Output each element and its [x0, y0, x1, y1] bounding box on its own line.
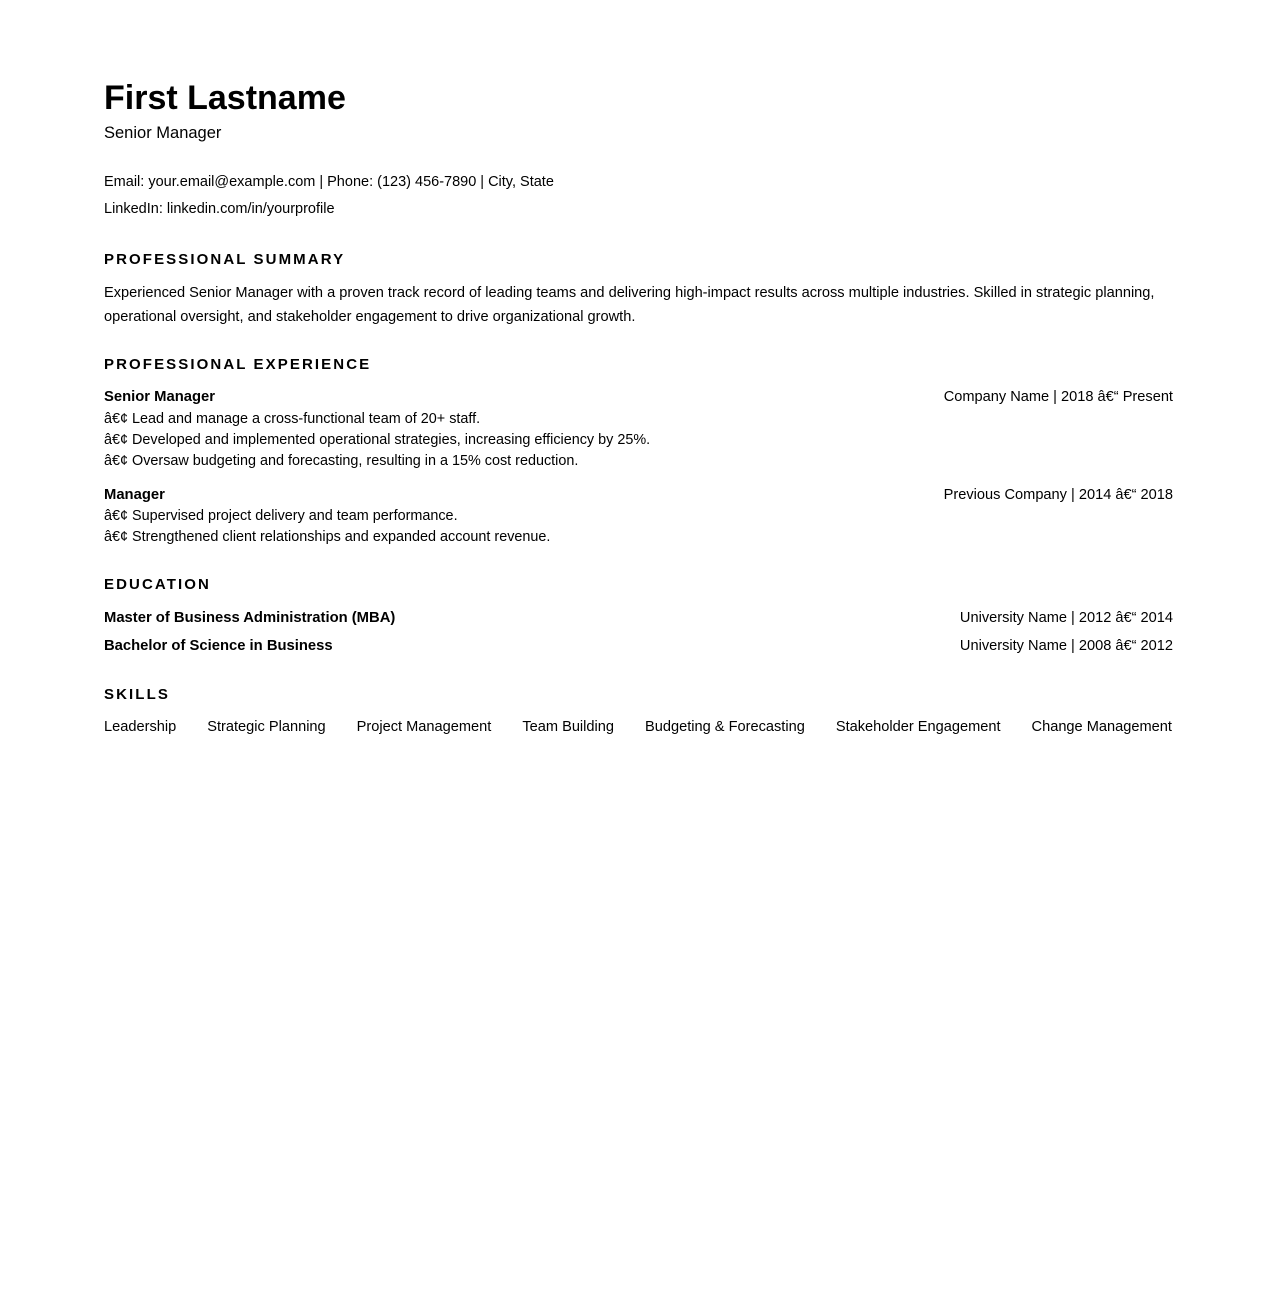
experience-role: Manager — [104, 486, 165, 503]
skill-item: Stakeholder Engagement — [835, 718, 1001, 735]
experience-company-dates: Previous Company | 2014 â€“ 2018 — [943, 486, 1173, 503]
experience-entry-header — [104, 485, 1173, 506]
experience-entry — [104, 485, 1173, 549]
experience-role: Senior Manager — [104, 389, 216, 406]
contact-location: City, State — [488, 173, 554, 190]
contact-separator: | — [480, 173, 485, 190]
skill-item: Strategic Planning — [207, 718, 326, 735]
education-entry — [104, 607, 1173, 630]
contact-linkedin: LinkedIn: linkedin.com/in/yourprofile — [104, 201, 335, 218]
summary-paragraph: Experienced Senior Manager with a proven track record of leading teams and delivering high-impact results across multiple industries. Skilled in strategic planning, operational oversight, and stakeholder engagement to drive organizational growth. — [104, 285, 1155, 325]
education-list — [104, 607, 1173, 659]
experience-entry — [104, 387, 1173, 472]
section-professional-summary — [104, 251, 1173, 329]
candidate-name: First Lastname — [104, 79, 346, 117]
experience-bullet: â€¢ Developed and implemented operational strategies, increasing efficiency by 25%. — [104, 432, 651, 449]
skill-item: Leadership — [104, 718, 177, 735]
education-entry — [104, 635, 1173, 658]
section-heading-experience: PROFESSIONAL EXPERIENCE — [104, 356, 372, 374]
experience-bullet: â€¢ Oversaw budgeting and forecasting, resulting in a 15% cost reduction. — [104, 453, 579, 470]
contact-email: Email: your.email@example.com — [104, 173, 316, 190]
experience-company-dates: Company Name | 2018 â€“ Present — [943, 389, 1173, 406]
skill-item: Team Building — [522, 718, 615, 735]
education-degree: Master of Business Administration (MBA) — [104, 609, 396, 626]
skill-item: Project Management — [356, 718, 492, 735]
experience-bullet: â€¢ Lead and manage a cross-functional team of 20+ staff. — [104, 410, 481, 427]
section-education — [104, 576, 1173, 659]
contact-line-linkedin — [104, 196, 1173, 224]
skill-item: Change Management — [1031, 718, 1172, 735]
experience-bullet: â€¢ Supervised project delivery and team performance. — [104, 508, 458, 525]
section-professional-experience — [104, 356, 1173, 548]
section-heading-skills: SKILLS — [104, 685, 170, 703]
experience-entry-header — [104, 387, 1173, 408]
skill-item: Budgeting & Forecasting — [645, 718, 805, 735]
resume-content — [104, 78, 1173, 739]
education-school-dates: University Name | 2012 â€“ 2014 — [959, 609, 1173, 626]
education-entry-header — [104, 607, 1173, 630]
education-entry-header — [104, 635, 1173, 658]
education-degree: Bachelor of Science in Business — [104, 638, 333, 655]
experience-bullet-list — [104, 409, 1173, 473]
resume-header — [104, 78, 1173, 224]
skills-list — [104, 717, 1173, 739]
contact-line-primary — [104, 169, 1173, 197]
education-school-dates: University Name | 2008 â€“ 2012 — [959, 638, 1173, 655]
experience-bullet-list — [104, 506, 1173, 549]
contact-phone: Phone: (123) 456-7890 — [327, 173, 477, 190]
section-skills — [104, 686, 1173, 739]
candidate-job-title: Senior Manager — [104, 124, 222, 143]
section-heading-summary: PROFESSIONAL SUMMARY — [104, 251, 346, 268]
section-heading-education: EDUCATION — [104, 575, 211, 593]
experience-bullet: â€¢ Strengthened client relationships and expanded account revenue. — [104, 529, 551, 546]
contact-separator: | — [319, 173, 324, 190]
